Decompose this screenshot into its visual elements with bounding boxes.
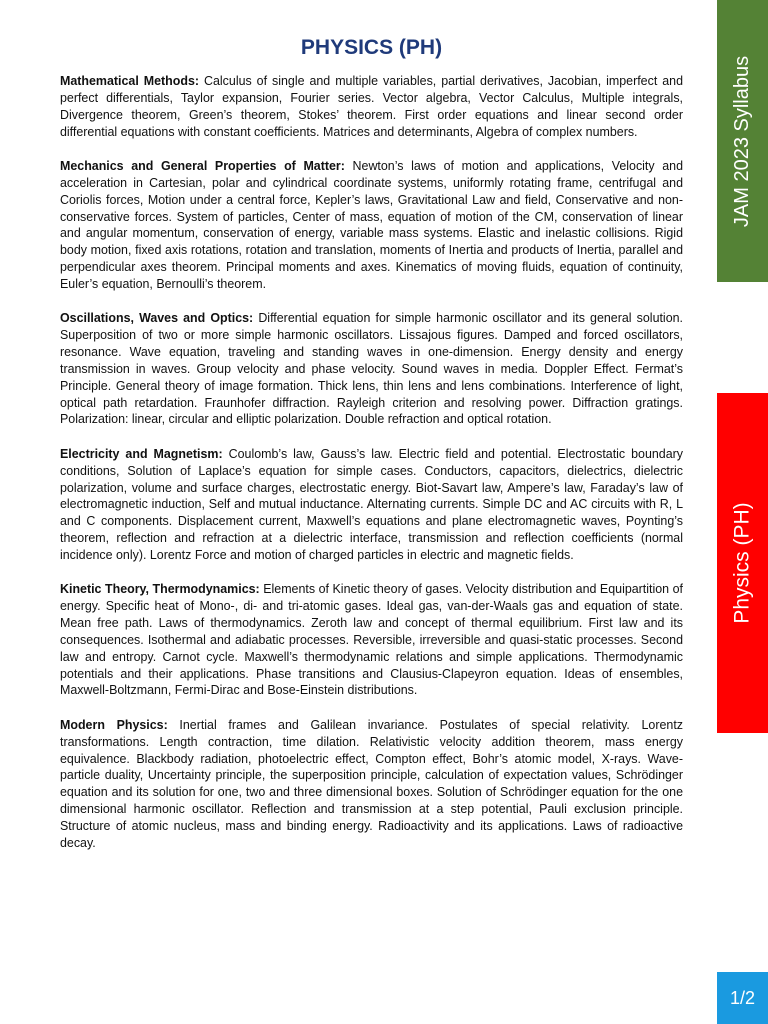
section-body: Inertial frames and Galilean invariance. Postulates of special relativity. Lorentz transformations. Length contraction, time dilation. Relativistic velocity addition theorem, mass energy equivalence. Blackbody radiation, photoelectric effect, Compton effect, Bohr’s atomic model, X-rays. Wave-particle duality, Uncertainty principle, the superposition principle, calculation of expectation values, Schrödinger equation and its solution for one, two and three dimensional boxes. Solution of Schrödinger equation for the one dimensional harmonic oscillator. Reflection and transmission at a step potential, Pauli exclusion principle. Structure of atomic nucleus, mass and binding energy. Radioactivity and its applications. Laws of radioactive decay.: [60, 717, 683, 850]
page-number-badge: [717, 972, 768, 1024]
section-body: Newton’s laws of motion and applications, Velocity and acceleration in Cartesian, polar and cylindrical coordinate systems, uniformly rotating frame, centrifugal and Coriolis forces, Motion under a central force, Kepler’s laws, Gravitational Law and field, Conservative and non-conservative forces. System of particles, Center of mass, equation of motion of the CM, conservation of linear and angular momentum, conservation of energy, variable mass systems. Elastic and inelastic collisions. Rigid body motion, fixed axis rotations, rotation and translation, moments of Inertia and products of Inertia, parallel and perpendicular axes theorem. Principal moments and axes. Kinematics of moving fluids, equation of continuity, Euler’s equation, Bernoulli’s theorem.: [60, 158, 683, 291]
section-modern-physics: [60, 717, 683, 852]
syllabus-side-label: JAM 2023 Syllabus: [731, 55, 754, 227]
subject-side-tab: [717, 393, 768, 733]
section-body: Coulomb’s law, Gauss’s law. Electric field and potential. Electrostatic boundary conditions, Solution of Laplace’s equation for simple cases. Conductors, capacitors, dielectrics, dielectric polarization, volume and surface charges, electrostatic energy. Biot-Savart law, Ampere’s law, Faraday’s law of electromagnetic induction, Self and mutual inductance. Alternating currents. Simple DC and AC circuits with R, L and C components. Displacement current, Maxwell’s equations and plane electromagnetic waves, Poynting’s theorem, reflection and refraction at a dielectric interface, transmission and reflection coefficients (normal incidence only). Lorentz Force and motion of charged particles in electric and magnetic fields.: [60, 446, 683, 562]
section-mechanics: [60, 158, 683, 293]
subject-side-label: Physics (PH): [730, 502, 754, 624]
section-heading: Mechanics and General Properties of Matter:: [60, 158, 345, 173]
section-body: Elements of Kinetic theory of gases. Velocity distribution and Equipartition of energy. Specific heat of Mono-, di- and tri-atomic gases. Ideal gas, van-der-Waals gas and equation of state. Mean free path. Laws of thermodynamics. Zeroth law and concept of thermal equilibrium. First law and its consequences. Isothermal and adiabatic processes. Reversible, irreversible and quasi-static processes. Second law and entropy. Carnot cycle. Maxwell’s thermodynamic relations and simple applications. Thermodynamic potentials and their applications. Phase transitions and Clausius-Clapeyron equation. Ideas of ensembles, Maxwell-Boltzmann, Fermi-Dirac and Bose-Einstein distributions.: [60, 582, 683, 698]
page-title: PHYSICS (PH): [300, 36, 443, 59]
section-kinetic-theory-thermodynamics: [60, 581, 683, 699]
section-heading: Electricity and Magnetism:: [60, 446, 223, 461]
section-heading: Oscillations, Waves and Optics:: [60, 311, 254, 326]
section-mathematical-methods: [60, 73, 683, 140]
section-body: Differential equation for simple harmonic oscillator and its general solution. Superposition of two or more simple harmonic oscillators. Lissajous figures. Damped and forced oscillators, resonance. Wave equation, traveling and standing waves in one-dimension. Energy density and energy transmission in waves. Group velocity and phase velocity. Sound waves in media. Doppler Effect. Fermat’s Principle. General theory of image formation. Thick lens, thin lens and lens combinations. Interference of light, optical path retardation. Fraunhofer diffraction. Rayleigh criterion and resolving power. Diffraction gratings. Polarization: linear, circular and elliptic polarization. Double refraction and optical rotation.: [60, 311, 683, 427]
section-body: Calculus of single and multiple variables, partial derivatives, Jacobian, imperfect and perfect differentials, Taylor expansion, Fourier series. Vector algebra, Vector Calculus, Multiple integrals, Divergence theorem, Green’s theorem, Stokes’ theorem. First order equations and linear second order differential equations with constant coefficients. Matrices and determinants, Algebra of complex numbers.: [60, 74, 683, 139]
section-heading: Kinetic Theory, Thermodynamics:: [60, 582, 260, 597]
section-oscillations-waves-optics: [60, 310, 683, 428]
section-electricity-magnetism: [60, 446, 683, 564]
page-number: 1/2: [729, 987, 756, 1008]
syllabus-content: [60, 73, 683, 869]
section-heading: Mathematical Methods:: [60, 74, 200, 88]
section-heading: Modern Physics:: [60, 717, 168, 732]
syllabus-side-tab: [717, 0, 768, 282]
